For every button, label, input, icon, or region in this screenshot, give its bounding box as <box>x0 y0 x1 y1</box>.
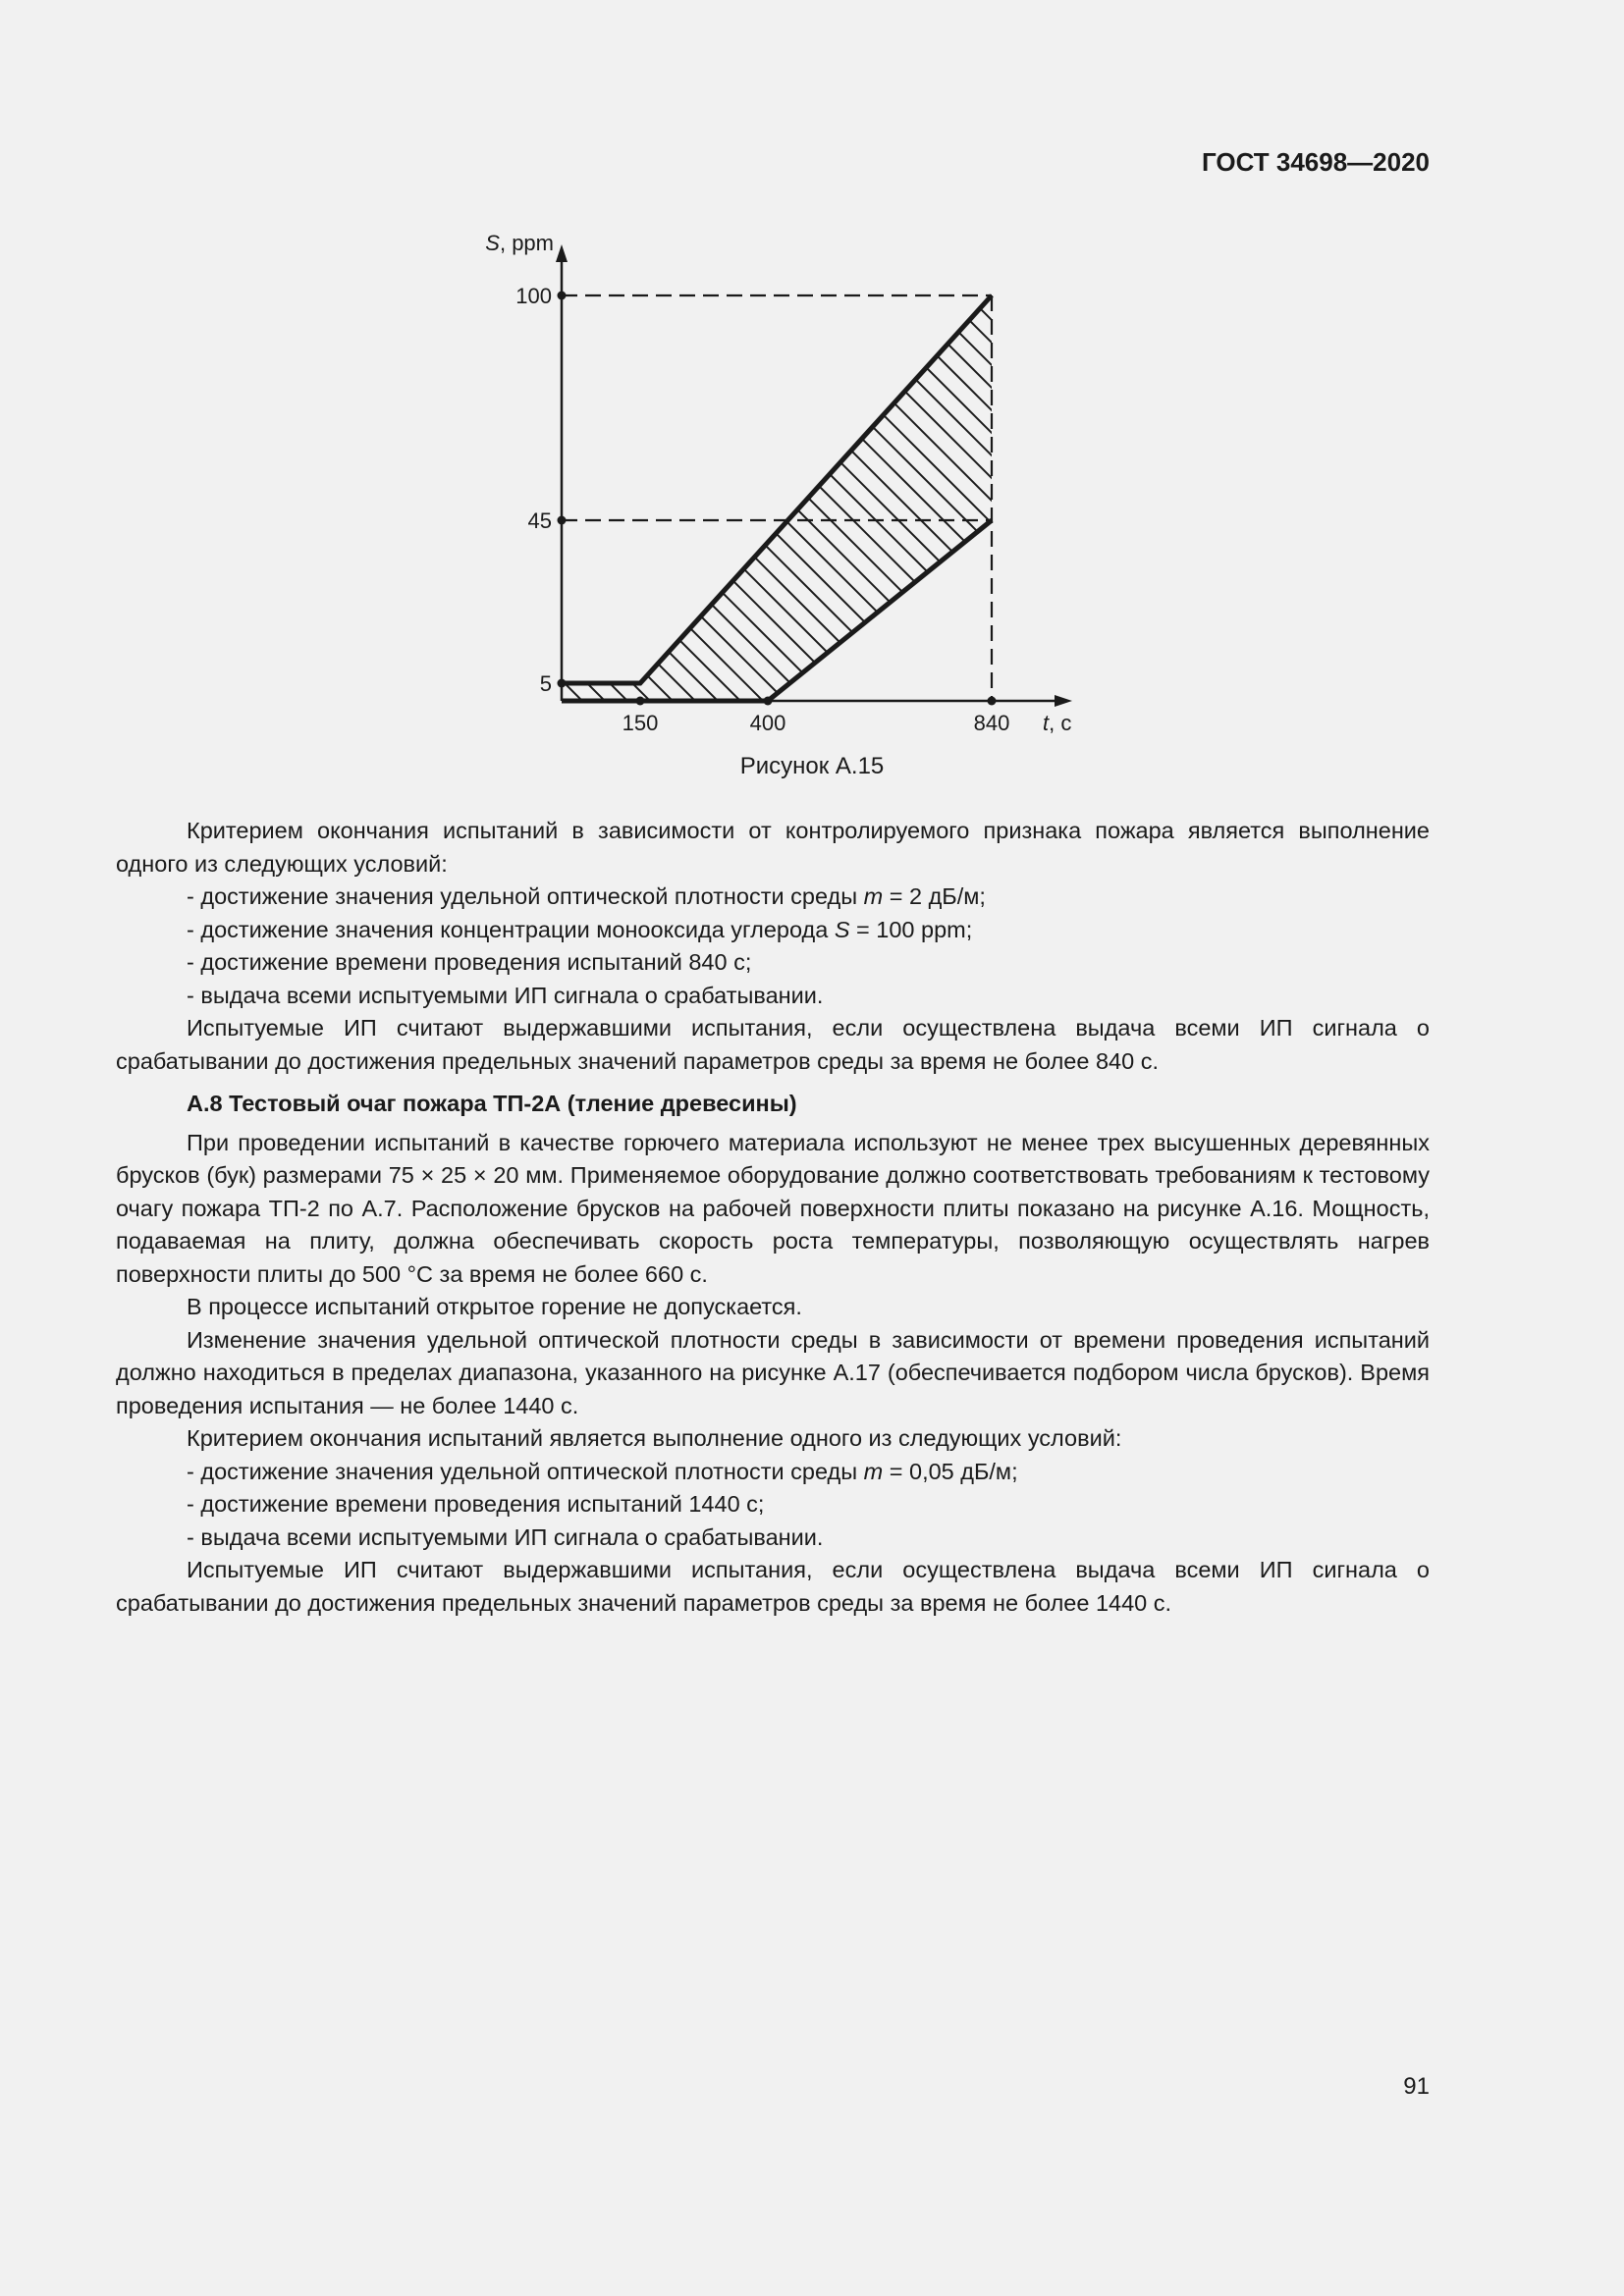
paragraph-no-flame: В процессе испытаний открытое горение не допускается. <box>187 1294 802 1319</box>
paragraph-density-range: Изменение значения удельной оптической плотности среды в зависимости от времени проведения испытаний должно находиться в пределах диапазона, указанного на рисунке А.17 (обеспечивается подбором числа брусков). Время проведения испытания — не более 1440 с. <box>116 1326 1430 1418</box>
list-item: - достижение времени проведения испытаний 840 с; <box>187 949 752 975</box>
hatch-line <box>680 280 1100 731</box>
hatch-line <box>461 280 816 731</box>
hatch-line <box>461 280 680 731</box>
x-tick-point-150 <box>636 697 645 706</box>
tolerance-band <box>562 295 992 701</box>
hatch-line <box>974 280 1100 731</box>
figure-a15 <box>461 221 1100 800</box>
hatch-line <box>461 280 884 731</box>
list-item: - выдача всеми испытуемыми ИП сигнала о срабатывании. <box>187 982 824 1008</box>
hatch-line <box>461 280 658 731</box>
x-tick-label-840: 840 <box>973 711 1010 735</box>
y-tick-label-100: 100 <box>515 284 552 308</box>
x-tick-point-400 <box>764 697 773 706</box>
y-tick-point-45 <box>558 516 567 525</box>
hatch-line <box>461 280 568 731</box>
hatch-line <box>461 280 839 731</box>
guide-lines <box>562 295 992 701</box>
y-axis-label: S, ppm <box>485 231 554 255</box>
paragraph-criteria-2: Критерием окончания испытаний является выполнение одного из следующих условий: <box>187 1425 1122 1451</box>
hatch-line <box>461 280 635 731</box>
list-item: - достижение значения концентрации монооксида углерода S = 100 ppm; <box>187 916 973 942</box>
y-tick-label-5: 5 <box>539 671 552 696</box>
hatch-line <box>906 280 1100 731</box>
hatch-line <box>839 280 1100 731</box>
x-tick-label-400: 400 <box>749 711 786 735</box>
x-axis-label: t, с <box>1043 711 1072 735</box>
hatch-line <box>461 280 726 731</box>
hatch-line <box>861 280 1100 731</box>
hatch-line <box>771 280 1100 731</box>
hatch-line <box>461 280 748 731</box>
hatch-line <box>816 280 1100 731</box>
hatch-line <box>461 280 703 731</box>
y-tick-point-100 <box>558 292 567 300</box>
hatch-pattern <box>461 280 1100 731</box>
hatch-line <box>461 280 522 731</box>
hatch-line <box>461 280 613 731</box>
list-item: - достижение значения удельной оптической плотности среды m = 2 дБ/м; <box>187 883 986 909</box>
tick-points <box>558 292 997 706</box>
hatch-line <box>997 280 1100 731</box>
figure-caption: Рисунок А.15 <box>739 753 885 779</box>
chart-svg <box>461 221 1100 800</box>
list-item: - достижение времени проведения испытаний 1440 с; <box>187 1491 765 1517</box>
hatch-line <box>461 280 545 731</box>
x-tick-point-840 <box>988 697 997 706</box>
hatch-line <box>1087 280 1100 731</box>
document-id: ГОСТ 34698—2020 <box>1202 147 1430 177</box>
hatch-line <box>461 280 590 731</box>
body-text <box>116 815 1430 1620</box>
hatch-line <box>929 280 1100 731</box>
y-tick-point-5 <box>558 679 567 688</box>
list-item: - выдача всеми испытуемыми ИП сигнала о срабатывании. <box>187 1523 824 1550</box>
section-heading-a8: А.8 Тестовый очаг пожара ТП-2А (тление древесины) <box>187 1091 797 1116</box>
y-tick-label-45: 45 <box>527 508 552 533</box>
y-axis-arrow <box>556 244 568 262</box>
hatch-line <box>461 280 793 731</box>
hatch-line <box>1064 280 1100 731</box>
paragraph-result-2: Испытуемые ИП считают выдержавшими испытания, если осуществлена выдача всеми ИП сигнала о срабатывании до достижения предельных значений параметров среды за время не более 1440 с. <box>116 1557 1430 1616</box>
lower-boundary-line <box>562 520 992 701</box>
paragraph-criteria: Критерием окончания испытаний в зависимости от контролируемого признака пожара является выполнение одного из следующих условий: <box>116 818 1430 877</box>
hatch-line <box>1019 280 1100 731</box>
x-tick-label-150: 150 <box>622 711 659 735</box>
list-item: - достижение значения удельной оптической плотности среды m = 0,05 дБ/м; <box>187 1458 1018 1484</box>
hatch-line <box>703 280 1100 731</box>
hatch-line <box>726 280 1100 731</box>
hatch-line <box>658 280 1100 731</box>
hatch-line <box>1042 280 1100 731</box>
page-number: 91 <box>1403 2073 1430 2100</box>
paragraph-result: Испытуемые ИП считают выдержавшими испытания, если осуществлена выдача всеми ИП сигнала о срабатывании до достижения предельных значений параметров среды за время не более 840 с. <box>116 1015 1430 1074</box>
x-axis-arrow <box>1055 695 1072 707</box>
paragraph-materials: При проведении испытаний в качестве горючего материала используют не менее трех высушенных деревянных брусков (бук) размерами 75 × 25 × 20 мм. Применяемое оборудование должно соответствовать требованиям к тестовому очагу пожара ТП-2 по А.7. Расположение брусков на рабочей поверхности плиты показано на рисунке А.16. Мощность, подаваемая на плиту, должна обеспечивать скорость роста температуры, позволяющую осуществлять нагрев поверхности плиты до 500 °С за время не более 660 с. <box>116 1129 1430 1287</box>
